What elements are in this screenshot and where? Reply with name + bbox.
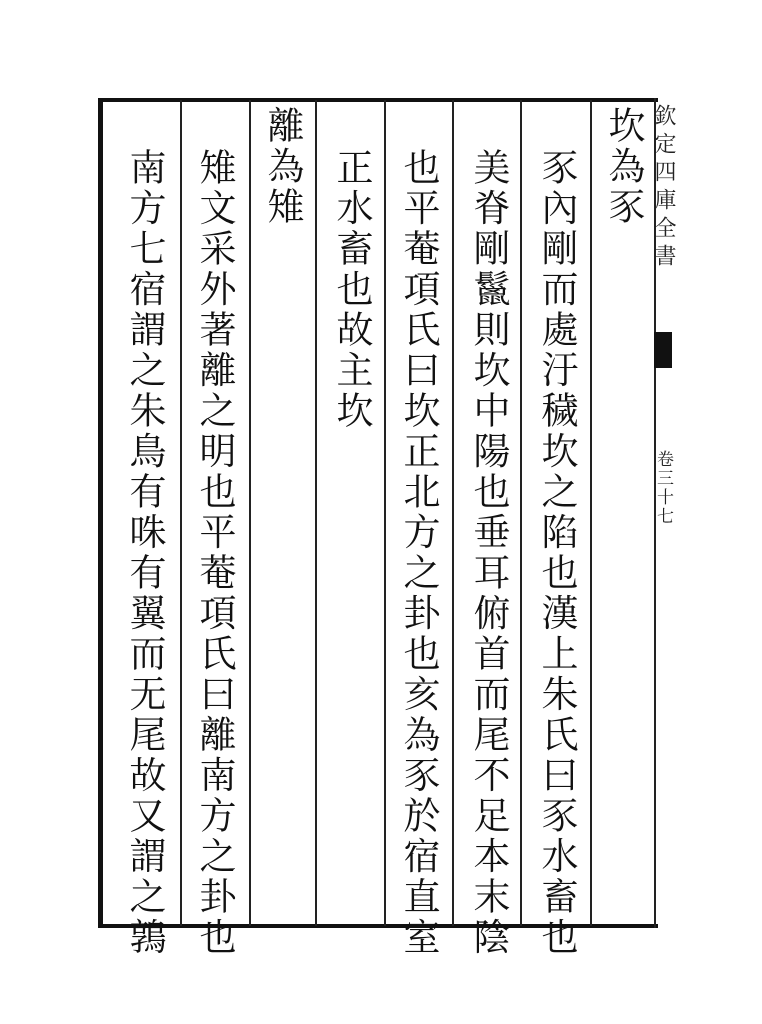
column-rule	[590, 100, 592, 926]
text-column-2: 豕內剛而處汙穢坎之陷也漢上朱氏曰豕水畜也	[535, 148, 578, 958]
column-rule	[384, 100, 386, 926]
column-rule	[520, 100, 522, 926]
text-column-5: 正水畜也故主坎	[330, 148, 373, 432]
heading-li-wei-zhi: 離為雉	[261, 106, 304, 228]
heading-kan-wei-shi: 坎為豕	[602, 106, 645, 228]
column-rule	[180, 100, 182, 926]
column-rule	[249, 100, 251, 926]
juan-number: 卷三十七	[653, 450, 673, 526]
column-rule	[315, 100, 317, 926]
fore-edge-title: 欽定四庫全書	[651, 104, 676, 272]
text-column-7: 雉文采外著離之明也平菴項氏曰離南方之卦也	[193, 148, 236, 958]
text-column-3: 美脊剛鬣則坎中陽也垂耳俯首而尾不足本末陰	[467, 148, 510, 958]
text-column-8: 南方七宿謂之朱鳥有咮有翼而无尾故又謂之鶉	[123, 148, 166, 958]
fish-tail-mark	[654, 332, 672, 368]
text-column-4: 也平菴項氏曰坎正北方之卦也亥為豕於宿直室	[397, 148, 440, 958]
column-rule	[452, 100, 454, 926]
